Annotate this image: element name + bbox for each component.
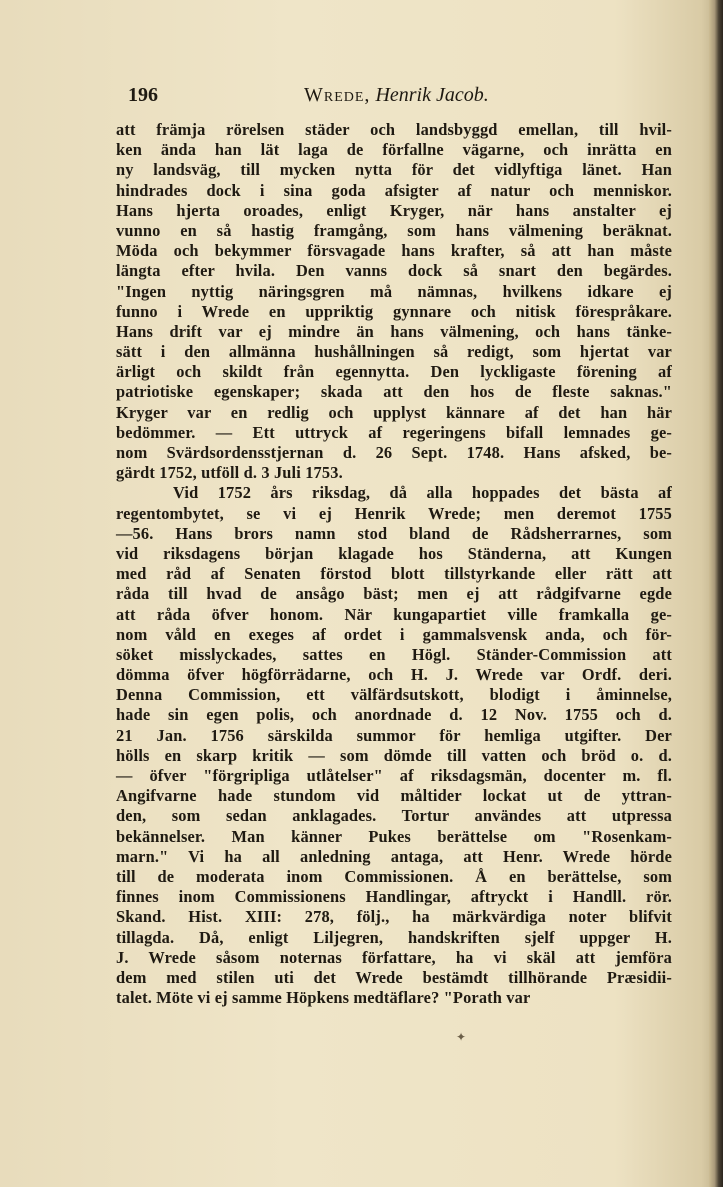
text-line: till de moderata inom Commissionen. Å en berättelse, som	[116, 866, 672, 886]
text-line: gärdt 1752, utföll d. 3 Juli 1753.	[116, 463, 343, 483]
text-line: patriotiske egenskaper; skada att den hos de fleste saknas."	[116, 382, 672, 402]
text-line: regentombytet, se vi ej Henrik Wrede; men deremot 1755	[116, 503, 672, 523]
text-line: funno i Wrede en uppriktig gynnare och nitisk förespråkare.	[116, 301, 672, 321]
text-line: med råd af Senaten förstod blott tillstyrkande eller rätt att	[116, 564, 672, 584]
text-line: tillagda. Då, enligt Liljegren, handskriften sjelf uppger H.	[116, 927, 672, 947]
text-line: längta efter hvila. Den vanns dock så snart den begärdes.	[116, 261, 672, 281]
running-head-name: Wrede,	[304, 84, 371, 106]
text-line: vid riksdagens början klagade hos Ständerna, att Kungen	[116, 543, 672, 563]
text-line: Denna Commission, ett välfärdsutskott, blodigt i åminnelse,	[116, 685, 672, 705]
running-head	[304, 80, 489, 110]
text-line: marn." Vi ha all anledning antaga, att Henr. Wrede hörde	[116, 846, 672, 866]
text-line: dem med stilen uti det Wrede bestämdt tillhörande Præsidii-	[116, 967, 672, 987]
text-line: 21 Jan. 1756 särskilda summor för hemliga utgifter. Der	[116, 725, 672, 745]
text-line: hindrades dock i sina goda afsigter af natur och menniskor.	[116, 180, 672, 200]
text-line: sätt i den allmänna hushållningen så redigt, som hjertat var	[116, 342, 672, 362]
text-line: hölls en skarp kritik — som dömde till vatten och bröd o. d.	[116, 745, 672, 765]
text-line: finnes inom Commissionens Handlingar, aftryckt i Handll. rör.	[116, 887, 672, 907]
text-line: — öfver "förgripliga utlåtelser" af riksdagsmän, docenter m. fl.	[116, 766, 672, 785]
text-line: dömma öfver högförrädarne, och H. J. Wrede var Ordf. deri.	[116, 665, 672, 685]
text-line: "Ingen nyttig näringsgren må nämnas, hvilkens idkare ej	[116, 281, 672, 301]
text-line: råda till hvad de ansågo bäst; men ej att rådgifvarne egde	[116, 584, 672, 604]
text-line: Möda och bekymmer försvagade hans krafter, så att han måste	[116, 241, 672, 261]
text-line: att främja rörelsen städer och landsbyggd emellan, till hvil-	[116, 120, 672, 139]
text-line: talet. Möte vi ej samme Höpkens medtäflare? "Porath var	[116, 988, 531, 1008]
running-head-given-name: Henrik Jacob.	[375, 84, 489, 106]
text-line: ny landsväg, till mycken nytta för det vidlyftiga länet. Han	[116, 160, 672, 180]
text-line: bekännelser. Man känner Pukes berättelse om "Rosenkam-	[116, 826, 672, 846]
text-line: Kryger var en redlig och upplyst kännare af det han här	[116, 402, 672, 422]
text-line: söket misslyckades, sattes en Högl. Ständer-Commission att	[116, 644, 672, 664]
text-line: bedömmer. — Ett uttryck af regeringens bifall lemnades ge-	[116, 422, 672, 442]
text-line: ärligt och skildt från egennytta. Den lyckligaste förening af	[116, 362, 672, 382]
text-line: nom våld en exeges af ordet i gammalsvensk anda, och för-	[116, 624, 672, 644]
page-edge-shadow	[709, 0, 723, 1187]
text-line: ken ända han lät laga de förfallne vägarne, och inrätta en	[116, 140, 672, 160]
text-line: den, som sedan anklagades. Tortur användes att utpressa	[116, 806, 672, 826]
text-line: att råda öfver honom. När kungapartiet ville framkalla ge-	[116, 604, 672, 624]
text-line: hade sin egen polis, och anordnade d. 12 Nov. 1755 och d.	[116, 705, 672, 725]
text-line: nom Svärdsordensstjernan d. 26 Sept. 1748. Hans afsked, be-	[116, 443, 672, 462]
paper-speck: ✦	[456, 1030, 467, 1044]
text-line: Hans hjerta oroades, enligt Kryger, när hans anstalter ej	[116, 200, 672, 220]
page-header	[128, 80, 668, 110]
text-line: Vid 1752 års riksdag, då alla hoppades det bästa af	[173, 483, 672, 503]
text-line: Skand. Hist. XIII: 278, följ., ha märkvärdiga noter blifvit	[116, 907, 672, 927]
body-text	[116, 120, 672, 1008]
text-line: Angifvarne hade stundom vid måltider lockat ut de yttran-	[116, 786, 672, 806]
text-line: vunno en så hastig framgång, som hans välmening beräknat.	[116, 220, 672, 240]
text-line: —56. Hans brors namn stod bland de Rådsherrarnes, som	[116, 523, 672, 543]
text-line: Hans drift var ej mindre än hans välmening, och hans tänke-	[116, 321, 672, 341]
text-line: J. Wrede såsom noternas författare, ha vi skäl att jemföra	[116, 947, 672, 967]
page-number: 196	[128, 84, 158, 106]
